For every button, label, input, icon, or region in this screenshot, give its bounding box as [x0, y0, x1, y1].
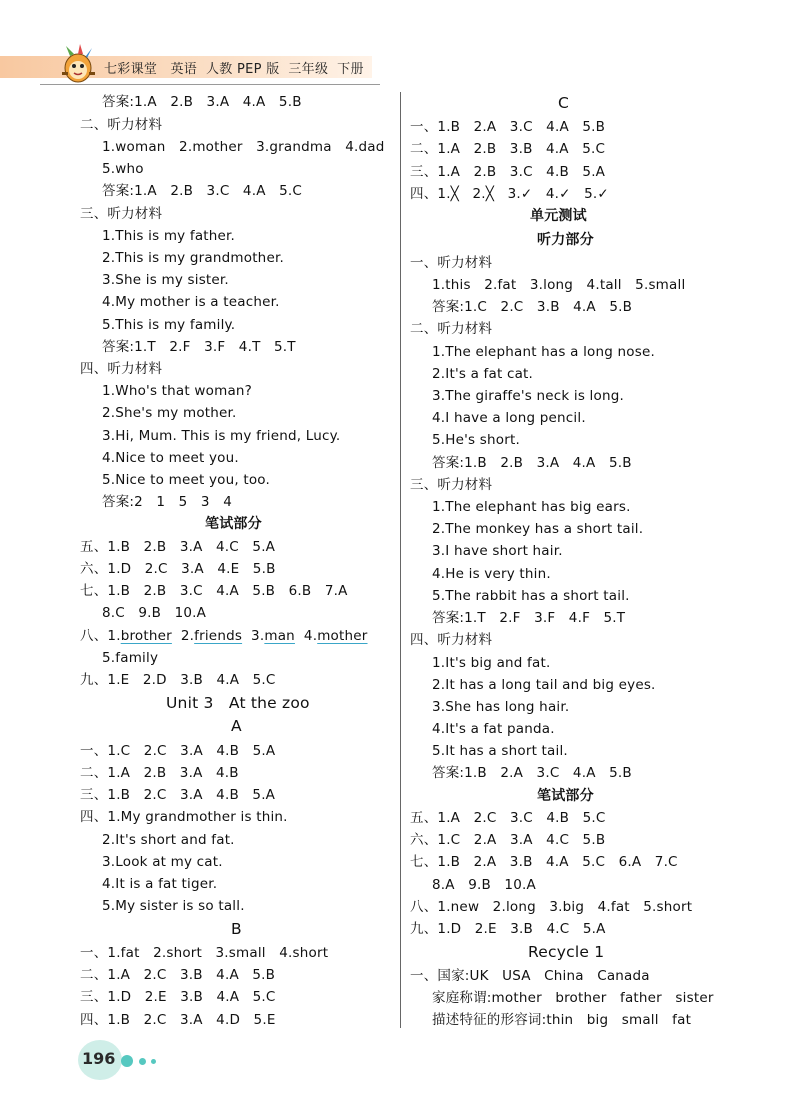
- listening-line: 4.My mother is a teacher.: [102, 294, 280, 310]
- answer-line: 七、1.B 2.A 3.B 4.A 5.C 6.A 7.C: [410, 854, 678, 870]
- answer-line: 六、1.D 2.C 3.A 4.E 5.B: [80, 561, 276, 577]
- answer-line: 答案:2 1 5 3 4: [102, 494, 232, 510]
- unit-title: Recycle 1: [528, 943, 605, 961]
- answer-line: 一、1.fat 2.short 3.small 4.short: [80, 945, 329, 961]
- section-heading: 二、听力材料: [410, 321, 493, 337]
- header-title: 七彩课堂 英语 人教 PEP 版 三年级 下册: [104, 62, 364, 77]
- answer-line: 8.A 9.B 10.A: [432, 877, 536, 893]
- listening-line: 2.It's a fat cat.: [432, 366, 534, 382]
- listening-line: 5.Nice to meet you, too.: [102, 472, 270, 488]
- answer-line: 三、1.A 2.B 3.C 4.B 5.A: [410, 164, 606, 180]
- answer-line: 4.It is a fat tiger.: [102, 876, 218, 892]
- answer-line: 一、1.B 2.A 3.C 4.A 5.B: [410, 119, 606, 135]
- underlined-answer: brother: [120, 628, 172, 644]
- listening-line: 2.She's my mother.: [102, 405, 237, 421]
- question-number: 2.: [171, 628, 195, 644]
- listening-line: 2.It has a long tail and big eyes.: [432, 677, 656, 693]
- section-heading: 一、听力材料: [410, 255, 493, 271]
- subsection-label: C: [558, 94, 570, 112]
- column-divider: [400, 92, 401, 1028]
- answer-line: 二、1.A 2.B 3.B 4.A 5.C: [410, 141, 606, 157]
- listening-line: 1.Who's that woman?: [102, 383, 253, 399]
- listening-line: 5.This is my family.: [102, 317, 236, 333]
- listening-line: 1.this 2.fat 3.long 4.tall 5.small: [432, 277, 686, 293]
- answer-line: 家庭称谓:mother brother father sister: [432, 990, 714, 1006]
- part-heading: 听力部分: [537, 232, 594, 248]
- answer-line: 四、1.B 2.C 3.A 4.D 5.E: [80, 1012, 276, 1028]
- answer-line: 答案:1.C 2.C 3.B 4.A 5.B: [432, 299, 633, 315]
- answer-line: 三、1.B 2.C 3.A 4.B 5.A: [80, 787, 276, 803]
- listening-line: 3.The giraffe's neck is long.: [432, 388, 624, 404]
- answer-line: 描述特征的形容词:thin big small fat: [432, 1012, 692, 1028]
- answer-line: 八、1.new 2.long 3.big 4.fat 5.short: [410, 899, 693, 915]
- listening-line: 4.Nice to meet you.: [102, 450, 239, 466]
- question-number: 4.: [294, 628, 318, 644]
- decorative-dot-icon: [121, 1055, 133, 1067]
- listening-line: 3.I have short hair.: [432, 543, 563, 559]
- section-heading: 二、听力材料: [80, 117, 163, 133]
- subsection-label: A: [231, 717, 242, 735]
- underlined-answer: man: [264, 628, 295, 644]
- question-number: 3.: [242, 628, 265, 644]
- test-heading: 单元测试: [530, 208, 587, 224]
- section-heading: 四、听力材料: [80, 361, 163, 377]
- answer-line: 答案:1.A 2.B 3.C 4.A 5.C: [102, 183, 303, 199]
- section-heading: 三、听力材料: [410, 477, 493, 493]
- answer-line: 答案:1.T 2.F 3.F 4.T 5.T: [102, 339, 296, 355]
- part-heading: 笔试部分: [205, 516, 262, 532]
- question-number: 八、1.: [80, 628, 121, 644]
- underlined-answer: friends: [194, 628, 243, 644]
- listening-line: 5.It has a short tail.: [432, 743, 568, 759]
- page-number: 196: [82, 1049, 116, 1068]
- answer-line: 三、1.D 2.E 3.B 4.A 5.C: [80, 989, 276, 1005]
- answer-line: 8.C 9.B 10.A: [102, 605, 207, 621]
- listening-line: 3.She is my sister.: [102, 272, 229, 288]
- listening-line: 4.He is very thin.: [432, 566, 551, 582]
- listening-line: 1.This is my father.: [102, 228, 236, 244]
- listening-line: 5.He's short.: [432, 432, 520, 448]
- answer-line: 九、1.E 2.D 3.B 4.A 5.C: [80, 672, 276, 688]
- answer-line: 2.It's short and fat.: [102, 832, 235, 848]
- listening-line: 1.woman 2.mother 3.grandma 4.dad: [102, 139, 385, 155]
- decorative-dot-icon: [151, 1059, 156, 1064]
- part-heading: 笔试部分: [537, 788, 594, 804]
- answer-line: 四、1.My grandmother is thin.: [80, 809, 288, 825]
- header-divider: [40, 84, 380, 85]
- listening-line: 1.The elephant has big ears.: [432, 499, 631, 515]
- section-heading: 三、听力材料: [80, 206, 163, 222]
- listening-line: 1.The elephant has a long nose.: [432, 344, 655, 360]
- answer-line: 五、1.A 2.C 3.C 4.B 5.C: [410, 810, 606, 826]
- mascot-logo-icon: [56, 42, 100, 86]
- listening-line: 4.I have a long pencil.: [432, 410, 586, 426]
- unit-title: Unit 3 At the zoo: [166, 694, 310, 712]
- answer-line: 一、国家:UK USA China Canada: [410, 968, 650, 984]
- answer-line: 答案:1.B 2.A 3.C 4.A 5.B: [432, 765, 632, 781]
- listening-line: 4.It's a fat panda.: [432, 721, 555, 737]
- answer-line: 五、1.B 2.B 3.A 4.C 5.A: [80, 539, 276, 555]
- answer-line: 四、1.╳ 2.╳ 3.✓ 4.✓ 5.✓: [410, 186, 609, 202]
- listening-line: 2.This is my grandmother.: [102, 250, 284, 266]
- answer-line: 二、1.A 2.B 3.A 4.B: [80, 765, 239, 781]
- answer-line: 答案:1.A 2.B 3.A 4.A 5.B: [102, 94, 302, 110]
- listening-line: 5.The rabbit has a short tail.: [432, 588, 630, 604]
- answer-line: 5.My sister is so tall.: [102, 898, 245, 914]
- answer-line: 七、1.B 2.B 3.C 4.A 5.B 6.B 7.A: [80, 583, 348, 599]
- underlined-answer: mother: [317, 628, 368, 644]
- answer-line: 答案:1.B 2.B 3.A 4.A 5.B: [432, 455, 632, 471]
- section-heading: 四、听力材料: [410, 632, 493, 648]
- answer-line: 九、1.D 2.E 3.B 4.C 5.A: [410, 921, 606, 937]
- answer-line: [80, 627, 368, 645]
- page-header: [0, 42, 380, 86]
- listening-line: 1.It's big and fat.: [432, 655, 551, 671]
- answer-line: 答案:1.T 2.F 3.F 4.F 5.T: [432, 610, 626, 626]
- answer-line: 六、1.C 2.A 3.A 4.C 5.B: [410, 832, 606, 848]
- listening-line: 3.Hi, Mum. This is my friend, Lucy.: [102, 428, 341, 444]
- answer-line: 二、1.A 2.C 3.B 4.A 5.B: [80, 967, 276, 983]
- listening-line: 5.who: [102, 161, 144, 177]
- answer-line: 5.family: [102, 650, 159, 666]
- listening-line: 3.She has long hair.: [432, 699, 570, 715]
- subsection-label: B: [231, 920, 242, 938]
- answer-line: 3.Look at my cat.: [102, 854, 223, 870]
- listening-line: 2.The monkey has a short tail.: [432, 521, 644, 537]
- answer-line: 一、1.C 2.C 3.A 4.B 5.A: [80, 743, 276, 759]
- decorative-dot-icon: [139, 1058, 146, 1065]
